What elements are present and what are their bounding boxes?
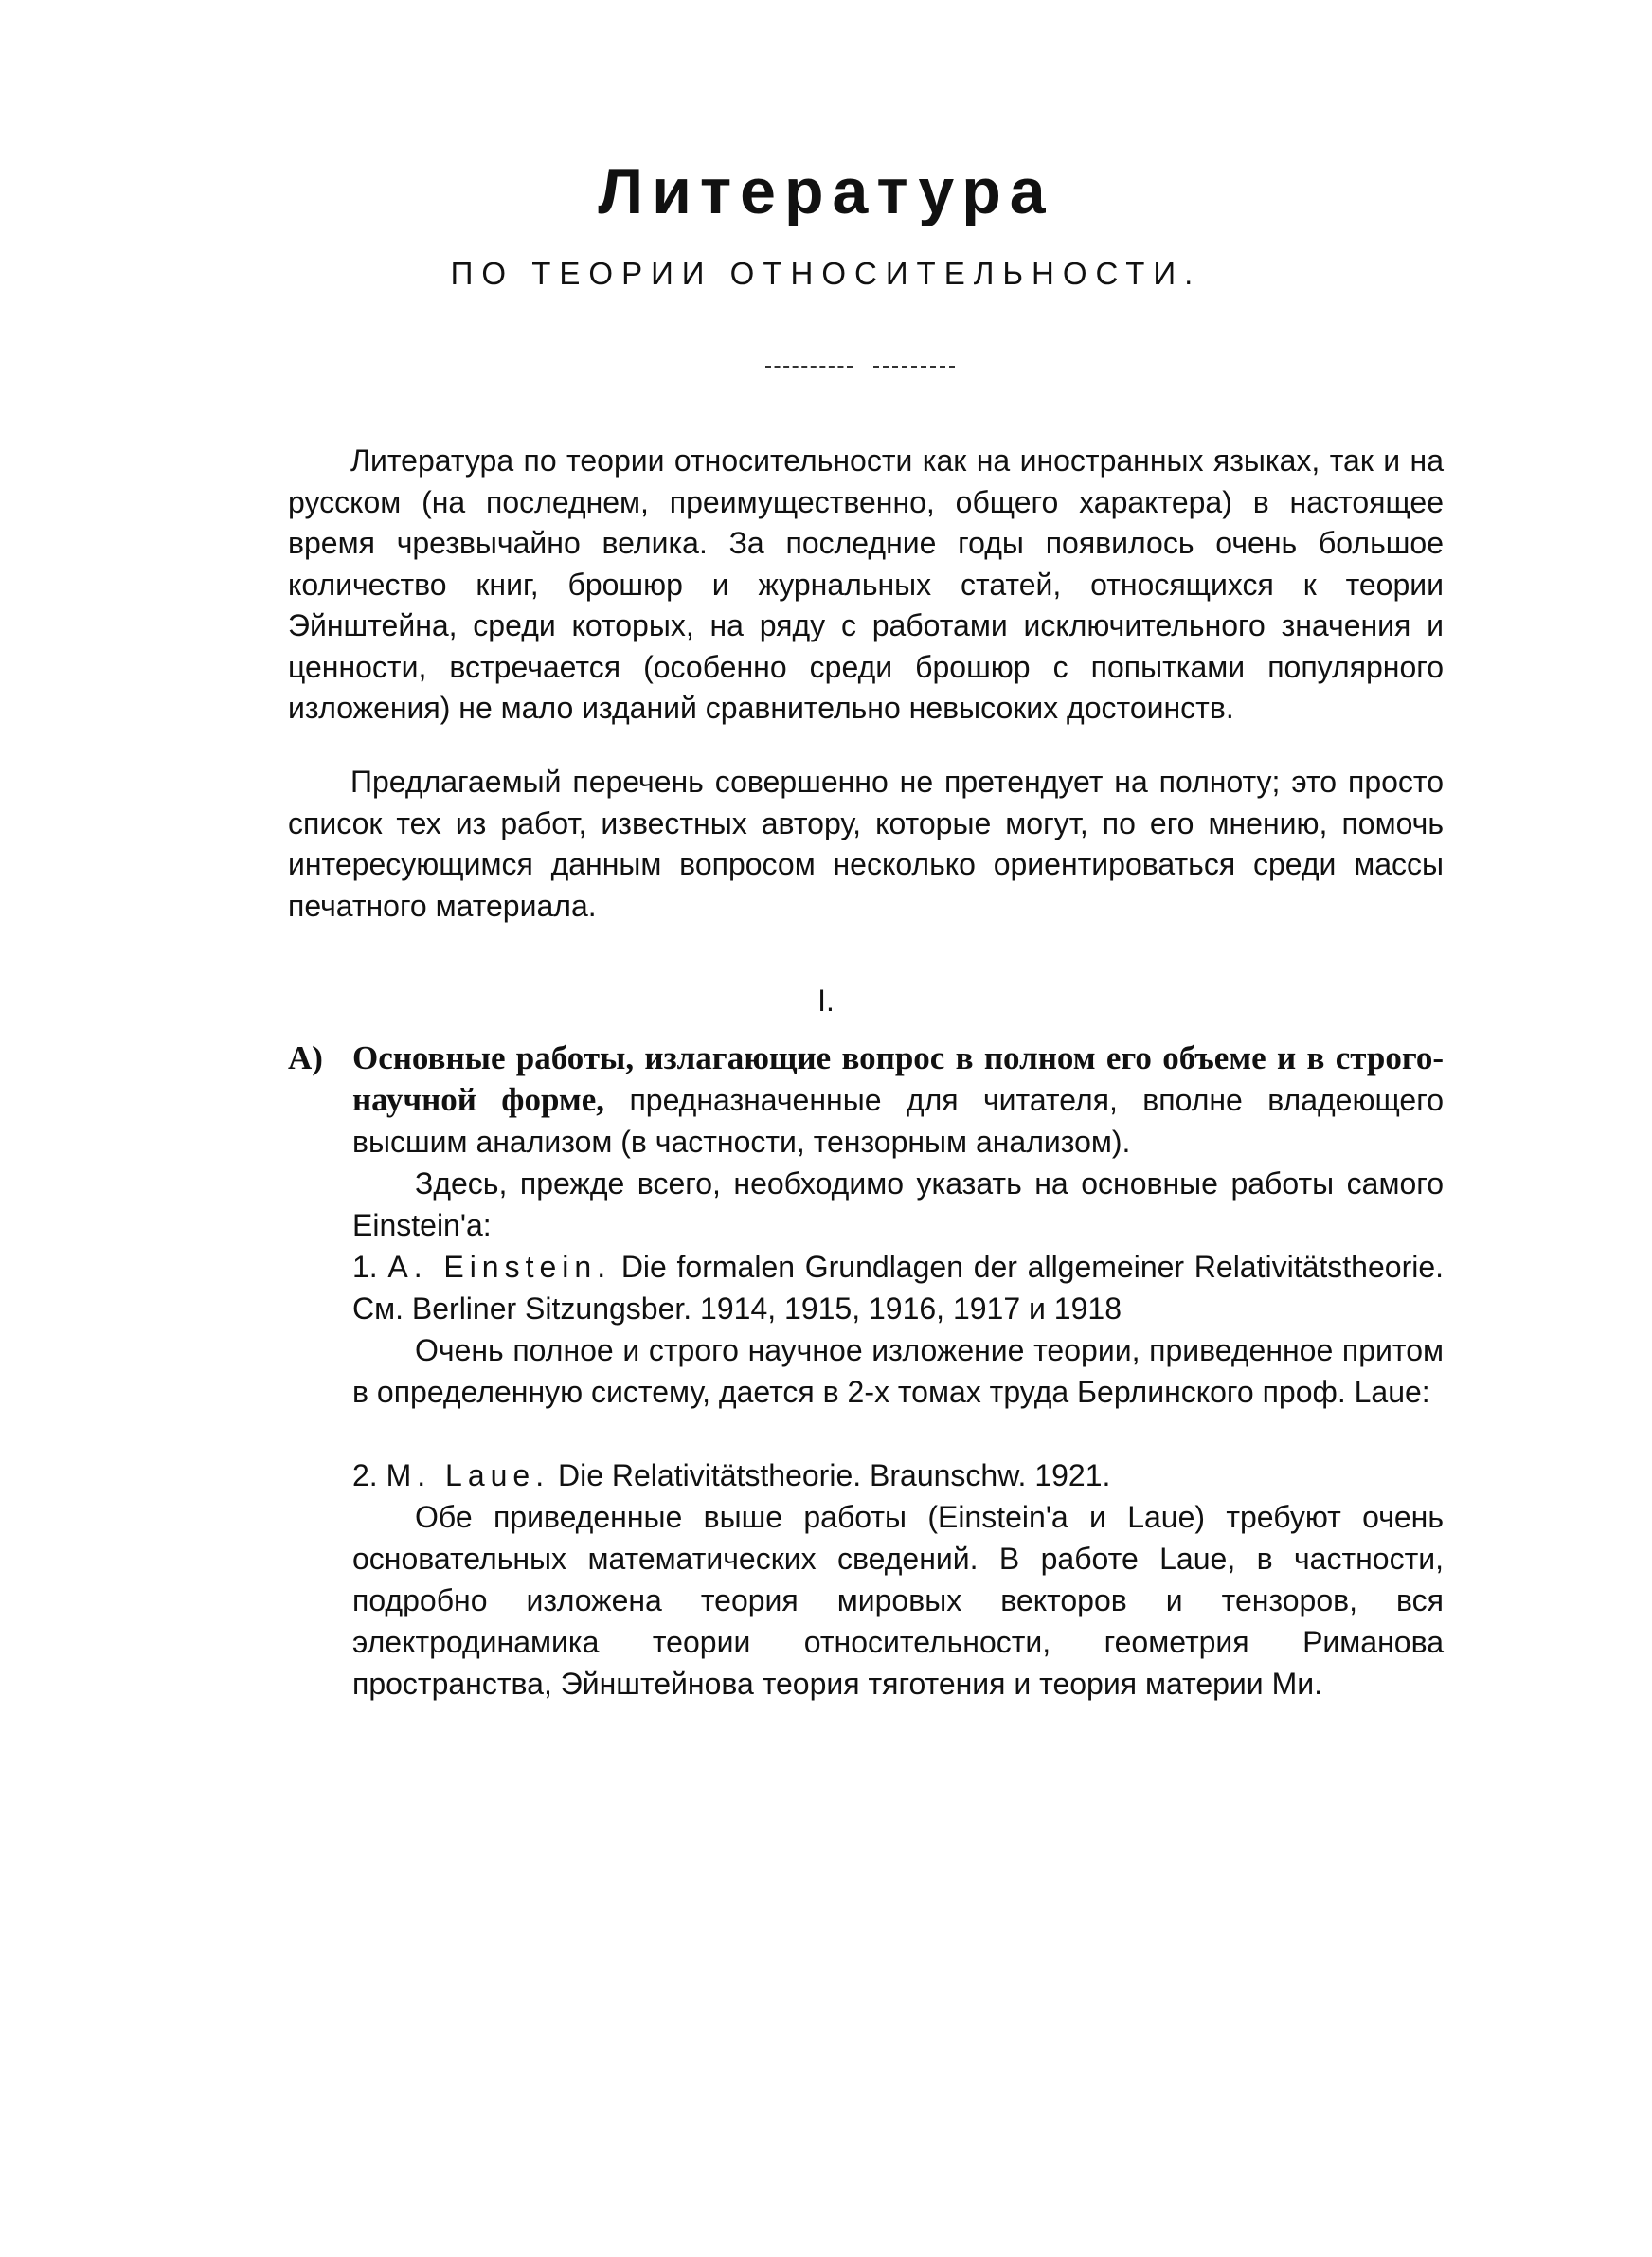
reference-note-1: Очень полное и строго научное изложение теории, приведенное притом в определенную систему, дается в 2-х томах труда Берлинского проф. Laue: <box>352 1333 1444 1409</box>
intro-paragraph-1: Литература по теории относительности как на иностранных языках, так и на русском (на последнем, преимущественно, общего характера) в настоящее время чрезвычайно велика. За последние годы появилось очень большое количество книг, брошюр и журнальных статей, относящихся к теории Эйнштейна, среди которых, на ряду с работами исключительного значения и ценности, встречается (особенно среди брошюр с попытками популярного изложения) не мало изданий сравнительно невысоких достоинств. <box>288 443 1444 725</box>
reference-number: 1. <box>352 1250 378 1284</box>
page-title: Литература <box>598 155 1054 227</box>
page-subtitle: ПО ТЕОРИИ ОТНОСИТЕЛЬНОСТИ. <box>450 256 1202 291</box>
reference-text: Die Relativitätstheorie. Braunschw. 1921. <box>557 1458 1111 1492</box>
title-divider-left <box>765 366 853 368</box>
section-number: I. <box>817 984 835 1018</box>
section-a-marker: А) <box>288 1039 323 1076</box>
reference-number: 2. <box>352 1458 378 1492</box>
section-a-heading <box>288 1038 1444 1163</box>
reference-item <box>352 1246 1444 1329</box>
section-a-heading-text <box>352 1038 1444 1163</box>
section-a-heading-rest: предназначенные для читателя, вполне владеющего высшим анализом (в частности, тензорным анализом). <box>352 1083 1444 1159</box>
reference-author: M. Laue. <box>386 1458 550 1492</box>
section-a-heading-bold: Основные работы, излагающие вопрос в полном его объеме и в строго-научной форме, <box>352 1039 1444 1118</box>
reference-item <box>352 1454 1444 1496</box>
title-divider-right <box>873 366 955 368</box>
section-a-intro: Здесь, прежде всего, необходимо указать на основные работы самого Einstein'a: <box>352 1166 1444 1242</box>
reference-text: Die formalen Grundlagen der allgemeiner Relativitätstheorie. См. Berliner Sitzungsber. 1914, 1915, 1916, 1917 и 1918 <box>352 1250 1445 1326</box>
reference-note-2: Обе приведенные выше работы (Einstein'a и Laue) требуют очень основательных математических сведений. В работе Laue, в частности, подробно изложена теория мировых векторов и тензоров, вся электродинамика теории относительности, геометрия Риманова пространства, Эйнштейнова теория тяготения и теория материи Ми. <box>352 1500 1444 1701</box>
intro-paragraph-2: Предлагаемый перечень совершенно не претендует на полноту; это просто список тех из работ, известных автору, которые могут, по его мнению, помочь интересующимся данным вопросом несколько ориентироваться среди массы печатного материала. <box>288 765 1444 923</box>
reference-author: A. Einstein. <box>387 1250 612 1284</box>
